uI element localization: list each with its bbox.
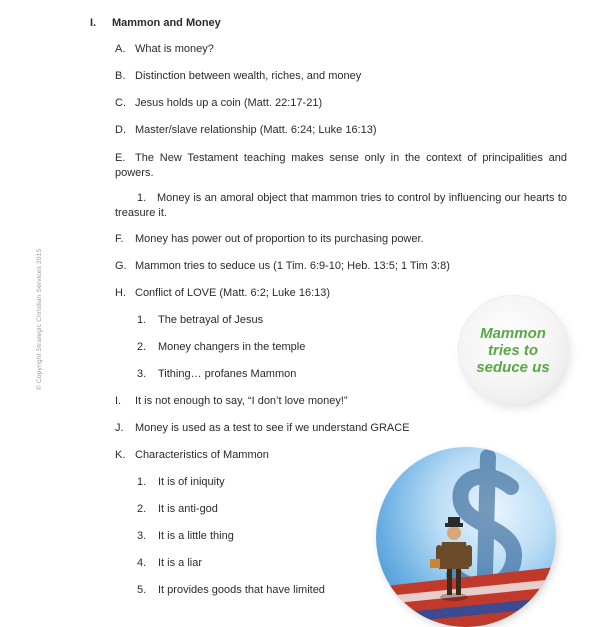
outline-item-d: D. Master/slave relationship (Matt. 6:24; Luke 16:13): [115, 124, 377, 136]
section-heading: [90, 16, 221, 31]
outline-item-i: I. It is not enough to say, “I don’t love money!”: [115, 395, 348, 407]
outline-item-g: G. Mammon tries to seduce us (1 Tim. 6:9-10; Heb. 13:5; 1 Tim 3:8): [115, 260, 450, 272]
outline-subitem-k4: 4. It is a liar: [137, 557, 203, 569]
outline-item-b: B. Distinction between wealth, riches, and money: [115, 70, 362, 82]
outline-subitem-k1: 1. It is of iniquity: [137, 476, 225, 488]
outline-item-a: A. What is money?: [115, 43, 214, 55]
photo-illustration: [376, 447, 556, 627]
outline-item-f: F. Money has power out of proportion to its purchasing power.: [115, 233, 424, 245]
outline-subitem-h2: 2. Money changers in the temple: [137, 341, 306, 353]
outline-item-h: H. Conflict of LOVE (Matt. 6:2; Luke 16:13): [115, 287, 331, 299]
callout-text: Mammon tries to seduce us: [476, 324, 550, 376]
outline-subitem-e1: 1. Money is an amoral object that mammon tries to control by influencing our hearts to treasure it.: [115, 192, 567, 219]
copyright-notice: © Copyright Strategic Christian Services 2015: [36, 248, 43, 390]
callout-bubble: [459, 296, 567, 404]
outline-item-j: J. Money is used as a test to see if we understand GRACE: [115, 422, 410, 434]
outline-subitem-h1: 1. The betrayal of Jesus: [137, 314, 264, 326]
outline-subitem-k5: 5. It provides goods that have limited: [137, 584, 325, 596]
outline-item-c: C. Jesus holds up a coin (Matt. 22:17-21): [115, 97, 323, 109]
heading-title: Mammon and Money: [112, 17, 221, 29]
heading-number: I.: [90, 17, 97, 29]
outline-item-e: E. The New Testament teaching makes sense only in the context of principalities and powers.: [115, 152, 567, 179]
outline-subitem-k2: 2. It is anti-god: [137, 503, 218, 515]
outline-item-k: K. Characteristics of Mammon: [115, 449, 269, 461]
outline-subitem-k3: 3. It is a little thing: [137, 530, 234, 542]
outline-subitem-h3: 3. Tithing… profanes Mammon: [137, 368, 297, 380]
dollar-sign-figurine-image: [376, 447, 556, 627]
